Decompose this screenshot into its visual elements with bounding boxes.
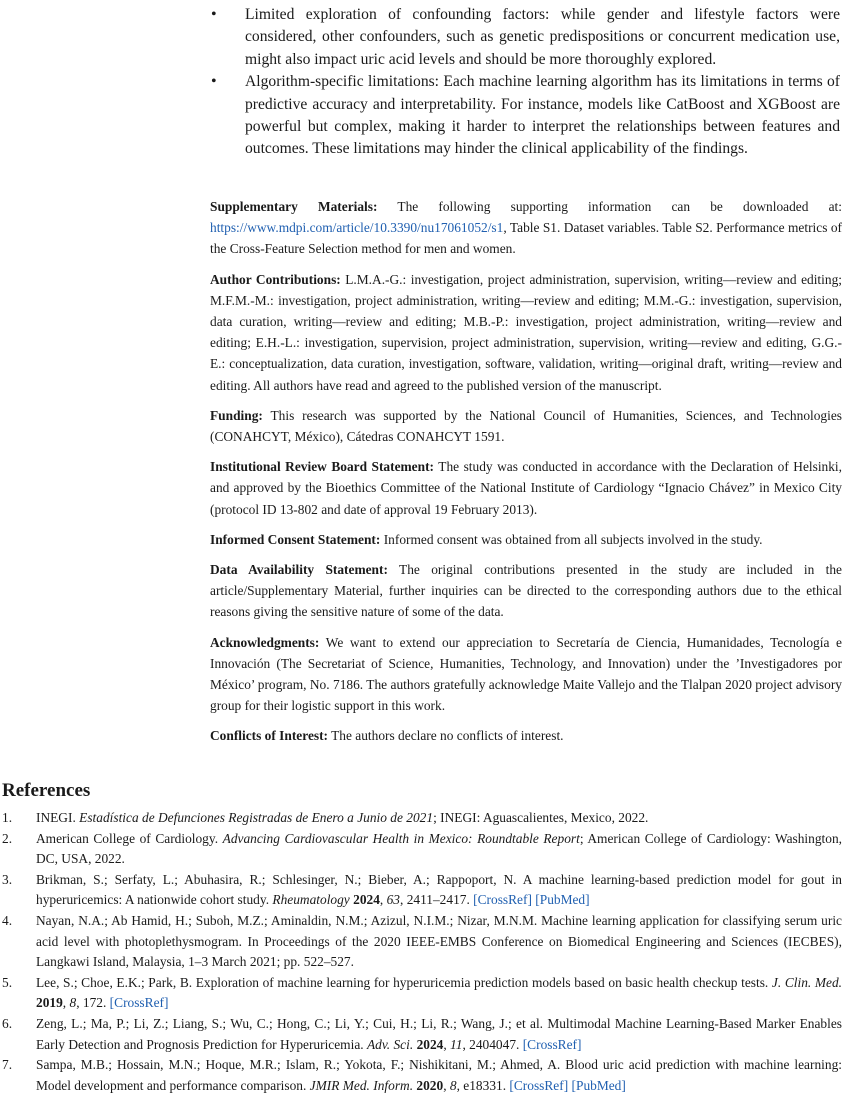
acknowledgments: Acknowledgments: We want to extend our appreciation to Secretaría de Ciencia, Humanidades, Tecnología e Innovación (The Secretariat of Science, Humanities, Technology, and Innovation) under the ’Investigadores por México’ program, No. 7186. The authors gratefully acknowledge Maite Vallejo and the Tlalpan 2020 project advisory group for their logistic support in this work. xyxy=(210,634,842,714)
reference-item: 3. Brikman, S.; Serfaty, L.; Abuhasira, R.; Schlesinger, N.; Bieber, A.; Rappoport, N. A machine learning-based prediction model for gout in hyperuricemics: A nationwide cohort study. Rheumatology 2024, 63, 2411–2417. [CrossRef] [PubMed] xyxy=(2,871,842,908)
reference-item: 1. INEGI. Estadística de Defunciones Registradas de Enero a Junio de 2021; INEGI: Aguascalientes, Mexico, 2022. xyxy=(2,810,649,825)
pubmed-link[interactable]: [PubMed] xyxy=(535,892,590,908)
data-availability: Data Availability Statement: The original contributions presented in the study are included in the article/Supplementary Material, further inquiries can be directed to the corresponding authors due to the ethical reasons giving the sensitive nature of some of the data. xyxy=(210,562,842,620)
limitation-item: • Algorithm-specific limitations: Each machine learning algorithm has its limitations in terms of predictive accuracy and interpretability. For instance, models like CatBoost and XGBoost are powerful but complex, making it harder to interpret the relationships between features and outcomes. These limitations may hinder the clinical applicability of the findings. xyxy=(211,73,840,158)
bullet-icon: • xyxy=(211,73,217,91)
supplementary-link[interactable]: https://www.mdpi.com/article/10.3390/nu17061052/s1 xyxy=(210,220,504,236)
reference-item: 2. American College of Cardiology. Advancing Cardiovascular Health in Mexico: Roundtable Report; American College of Cardiology: Washington, DC, USA, 2022. xyxy=(2,830,842,867)
crossref-link[interactable]: [CrossRef] xyxy=(509,1077,569,1093)
bullet-icon: • xyxy=(211,6,217,23)
informed-consent: Informed Consent Statement: Informed consent was obtained from all subjects involved in the study. xyxy=(210,531,763,547)
reference-item: 6. Zeng, L.; Ma, P.; Li, Z.; Liang, S.; Wu, C.; Hong, C.; Li, Y.; Cui, H.; Li, R.; Wang, J.; et al. Multimodal Machine Learning-Based Marker Enables Early Detection and Prognosis Prediction for Hyperuricemia. Adv. Sci. 2024, 11, 2404047. [CrossRef] xyxy=(2,1015,842,1052)
author-contributions: Author Contributions: L.M.A.-G.: investigation, project administration, supervision, writing—review and editing; M.F.M.-M.: investigation, project administration, writing—review and editing; M.M.-G.: investigation, supervision, data curation, writing—review and editing; M.B.-P.: investigation, project administration, writing—review and editing; E.H.-L.: investigation, supervision, project administration, supervision, writing—review and editing, G.G.-E.: conceptualization, data curation, investigation, software, validation, writing—original draft, writing—review and editing. All authors have read and agreed to the published version of the manuscript. xyxy=(210,271,842,393)
reference-item: 4. Nayan, N.A.; Ab Hamid, H.; Suboh, M.Z.; Aminaldin, N.M.; Azizul, N.I.M.; Nizar, M.N.M. Machine learning application for classifying serum uric acid level with photoplethysmogram. In Proceedings of the 2020 IEEE-EMBS Conference on Biomedical Engineering and Sciences (IECBES), Langkawi Island, Malaysia, 1–3 March 2021; pp. 522–527. xyxy=(2,912,842,970)
references-heading: References xyxy=(2,780,91,801)
irb-statement: Institutional Review Board Statement: The study was conducted in accordance with the Declaration of Helsinki, and approved by the Bioethics Committee of the National Institute of Cardiology “Ignacio Chávez” in Mexico City (protocol ID 13-802 and date of approval 19 February 2013). xyxy=(210,459,843,517)
pubmed-link[interactable]: [PubMed] xyxy=(571,1077,626,1093)
supplementary-materials: Supplementary Materials: The following supporting information can be downloaded at: https://www.mdpi.com/article/10.3390/nu17061052/s1, Table S1. Dataset variables. Table S2. Performance metrics of the Cross-Feature Selection method for men and women. xyxy=(210,199,842,257)
crossref-link[interactable]: [CrossRef] xyxy=(522,1036,582,1052)
limitation-item: • Limited exploration of confounding factors: while gender and lifestyle factors were considered, other confounders, such as genetic predispositions or concurrent medication use, might also impact uric acid levels and should be more thoroughly explored. xyxy=(211,6,840,68)
crossref-link[interactable]: [CrossRef] xyxy=(473,892,532,908)
funding: Funding: This research was supported by the National Council of Humanities, Sciences, and Technologies (CONAHCYT, México), Cátedras CONAHCYT 1591. xyxy=(210,407,843,445)
reference-item: 7. Sampa, M.B.; Hossain, M.N.; Hoque, M.R.; Islam, R.; Yokota, F.; Nishikitani, M.; Ahmed, A. Blood uric acid prediction with machine learning: Model development and performance comparison. JMIR Med. Inform. 2020, 8, e18331. [CrossRef] [PubMed] xyxy=(2,1057,842,1093)
crossref-link[interactable]: [CrossRef] xyxy=(109,995,169,1011)
references-list xyxy=(0,808,842,1096)
back-matter xyxy=(210,196,842,756)
limitations-list xyxy=(210,4,840,161)
reference-item: 5. Lee, S.; Choe, E.K.; Park, B. Exploration of machine learning for hyperuricemia prediction models based on basic health checkup tests. J. Clin. Med. 2019, 8, 172. [CrossRef] xyxy=(2,974,843,1011)
conflicts-of-interest: Conflicts of Interest: The authors declare no conflicts of interest. xyxy=(210,728,564,744)
